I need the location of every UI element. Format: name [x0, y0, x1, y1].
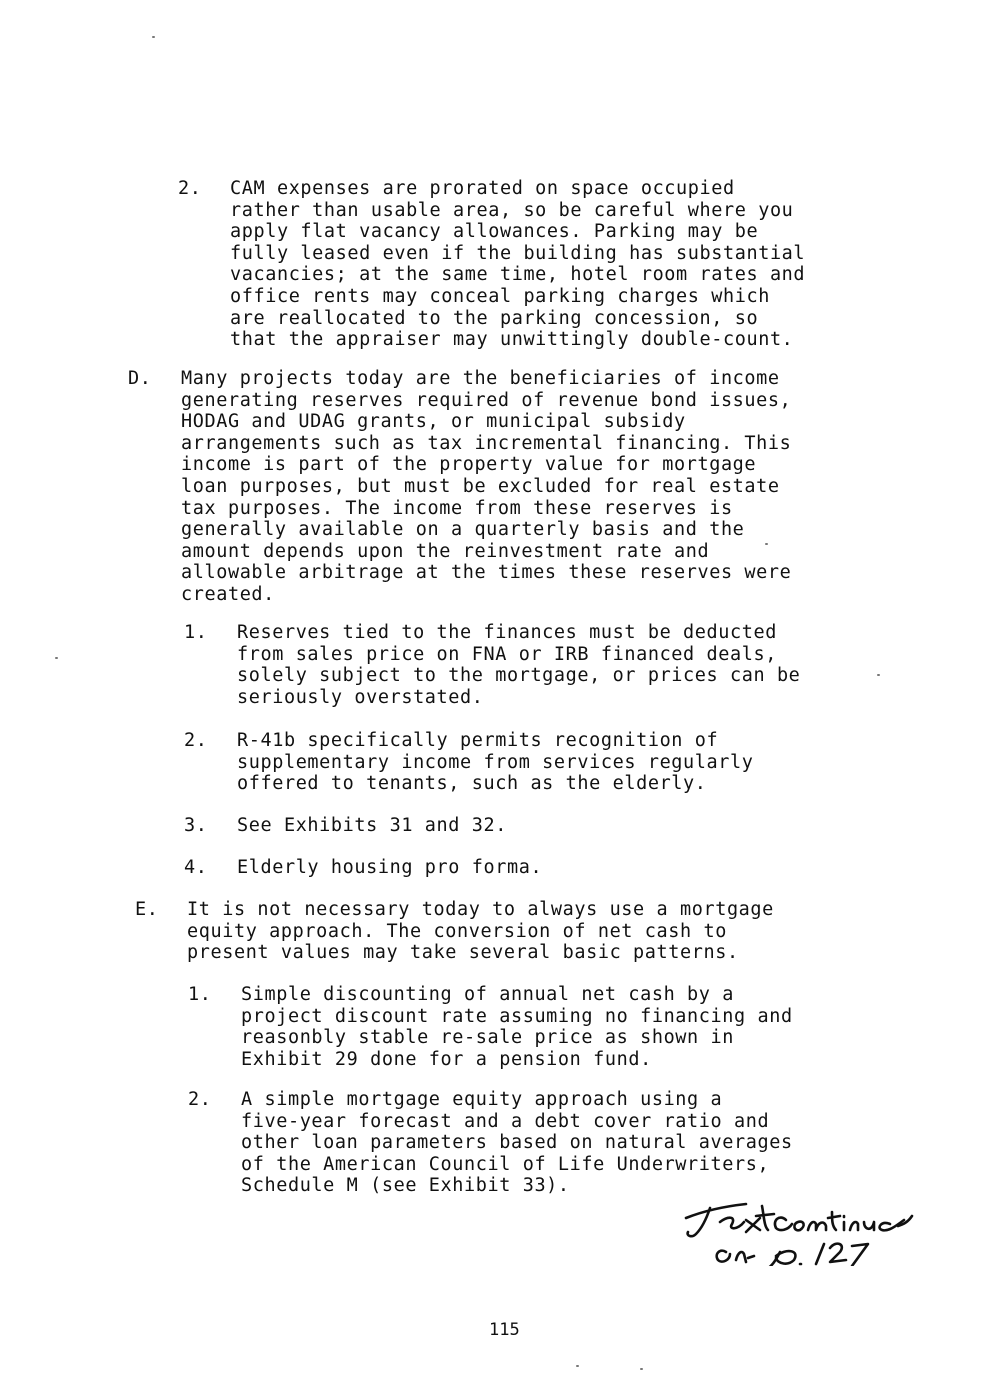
item-marker: 4.: [184, 857, 208, 878]
scan-speck: [152, 36, 155, 38]
item-text: Reserves tied to the finances must be deducted from sales price on FNA or IRB financed deals, solely subject to the mortgage, or prices can be seriously overstated.: [237, 622, 801, 708]
handwritten-note: [676, 1176, 916, 1266]
scan-speck: [877, 674, 880, 676]
item-text: See Exhibits 31 and 32.: [237, 815, 507, 836]
item-marker: 2.: [188, 1089, 212, 1110]
section-marker: D.: [128, 368, 152, 389]
page-number: 115: [489, 1320, 520, 1340]
item-text: Elderly housing pro forma.: [237, 857, 543, 878]
item-marker: 1.: [188, 984, 212, 1005]
item-text: A simple mortgage equity approach using a five-year forecast and a debt cover ratio and other loan parameters based on natural averages of the American Council of Life Underwriters, Schedule M (see Exhibit 33).: [241, 1089, 793, 1197]
section-text: It is not necessary today to always use a mortgage equity approach. The conversion of net cash to present values may take several basic patterns.: [187, 899, 774, 964]
section-text: Many projects today are the beneficiaries of income generating reserves required of revenue bond issues, HODAG and UDAG grants, or municipal subsidy arrangements such as tax incremental financing. This income is part of the property value for mortgage loan purposes, but must be excluded for real estate tax purposes. The income from these reserves is generally available on a quarterly basis and the amount depends upon the reinvestment rate and allowable arbitrage at the times these reserves were created.: [181, 368, 792, 605]
scan-speck: [765, 543, 768, 545]
item-marker: 3.: [184, 815, 208, 836]
item-text: CAM expenses are prorated on space occupied rather than usable area, so be careful where you apply flat vacancy allowances. Parking may be fully leased even if the building has substantial vacancies; at the same time, hotel room rates and office rents may conceal parking charges which are reallocated to the parking concession, so that the appraiser may unwittingly double-count.: [230, 178, 806, 351]
section-marker: E.: [135, 899, 159, 920]
item-marker: 2.: [184, 730, 208, 751]
item-text: Simple discounting of annual net cash by a project discount rate assuming no financing and reasonbly stable re-sale price as shown in Exhibit 29 done for a pension fund.: [241, 984, 793, 1070]
item-marker: 1.: [184, 622, 208, 643]
scan-speck: [576, 1365, 579, 1367]
scan-speck: [55, 657, 58, 659]
scan-speck: [640, 1368, 643, 1370]
item-text: R-41b specifically permits recognition of supplementary income from services regularly offered to tenants, such as the elderly.: [237, 730, 754, 795]
item-marker: 2.: [178, 178, 202, 199]
